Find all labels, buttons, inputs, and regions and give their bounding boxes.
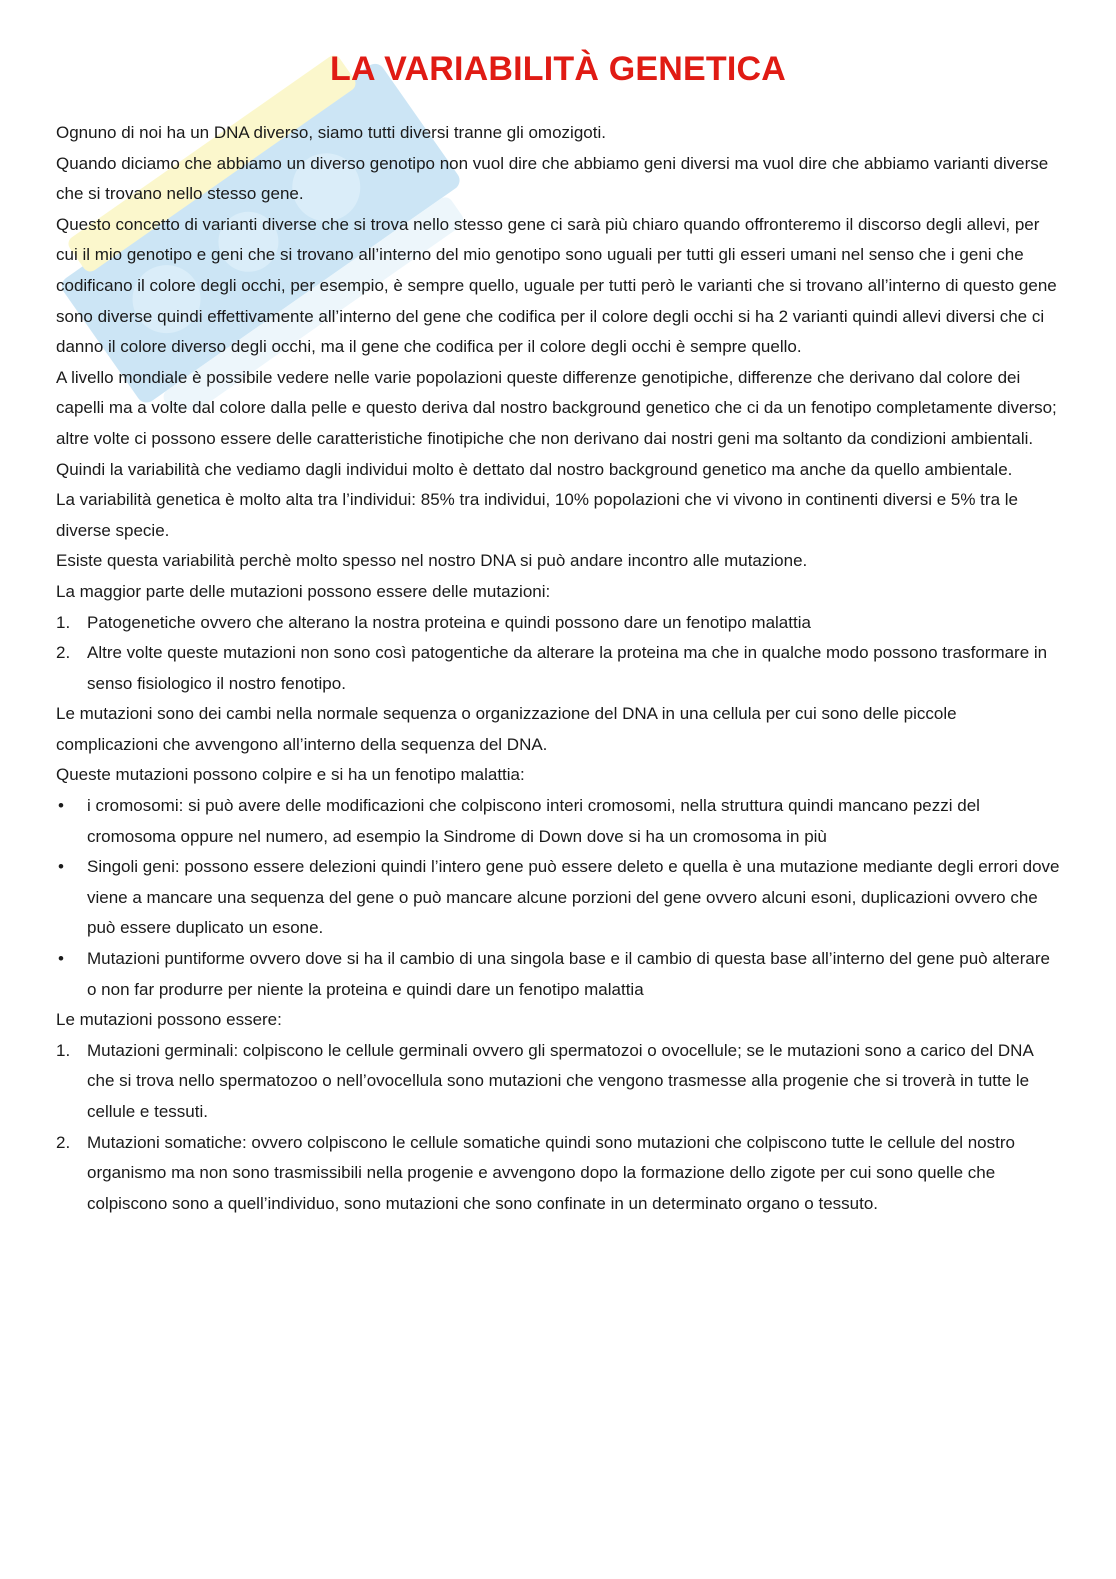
document-page [56,48,1060,1219]
bullet-icon: • [58,949,64,969]
bullet-icon: • [58,796,64,816]
list-item [56,852,1060,944]
mutation-types-list [56,608,1060,700]
paragraph: Esiste questa variabilità perchè molto spesso nel nostro DNA si può andare incontro alle mutazione. [56,551,808,571]
germinal-somatic-list [56,1036,1060,1220]
list-item [56,638,1060,699]
list-item [56,608,1060,639]
paragraph: La maggior parte delle mutazioni possono essere delle mutazioni: [56,581,551,601]
paragraph: La variabilità genetica è molto alta tra l’individui: 85% tra individui, 10% popolazioni che vi vivono in continenti diversi e 5% tra le diverse specie. [56,490,1018,540]
page-title: LA VARIABILITÀ GENETICA [329,50,787,88]
mutation-kinds-intro [56,1005,1060,1036]
paragraph: Le mutazioni possono essere: [56,1010,282,1030]
paragraph: Le mutazioni sono dei cambi nella normale sequenza o organizzazione del DNA in una cellula per cui sono delle piccole complicazioni che avvengono all’interno della sequenza del DNA. [56,704,957,754]
list-marker: 1. [56,612,71,632]
paragraph: A livello mondiale è possibile vedere nelle varie popolazioni queste differenze genotipiche, differenze che derivano dal colore dei capelli ma a volte dal colore dalla pelle e questo deriva dal nostro background genetico che ci da un fenotipo completamente diverso; altre volte ci possono essere delle caratteristiche finotipiche che non derivano dai nostri geni ma soltanto da condizioni ambientali. [56,367,1057,448]
list-item-text: Mutazioni germinali: colpiscono le cellule germinali ovvero gli spermatozoi o ovocellule; se le mutazioni sono a carico del DNA che si trova nello spermatozoo o nell’ovocellula sono mutazioni che vengono trasmesse alla progenie che si troverà in tutte le cellule e tessuti. [87,1040,1033,1121]
list-item [56,1128,1060,1220]
list-marker: 1. [56,1040,71,1060]
list-item [56,944,1060,1005]
list-item-text: i cromosomi: si può avere delle modificazioni che colpiscono interi cromosomi, nella struttura quindi mancano pezzi del cromosoma oppure nel numero, ad esempio la Sindrome di Down dove si ha un cromosoma in più [87,796,980,846]
mutation-definition [56,699,1060,791]
paragraph: Ognuno di noi ha un DNA diverso, siamo tutti diversi tranne gli omozigoti. [56,123,606,142]
list-marker: 2. [56,1132,71,1152]
list-item [56,791,1060,852]
bullet-icon: • [58,857,64,877]
mutation-targets-list [56,791,1060,1005]
paragraph: Questo concetto di varianti diverse che si trova nello stesso gene ci sarà più chiaro quando offronteremo il discorso degli allevi, per cui il mio genotipo e geni che si trovano all’interno del mio genotipo sono uguali per tutti gli esseri umani nel senso che i geni che codificano il colore degli occhi, per esempio, è sempre quello, uguale per tutti però le varianti che si trovano all’interno di questo gene sono diverse quindi effettivamente all’interno del gene che codifica per il colore degli occhi si ha 2 varianti quindi allevi diversi che ci danno il colore diverso degli occhi, ma il gene che codifica per il colore degli occhi è sempre quello. [56,214,1057,357]
intro-paragraphs [56,118,1060,608]
list-item-text: Altre volte queste mutazioni non sono così patogentiche da alterare la proteina ma che in qualche modo possono trasformare in senso fisiologico il nostro fenotipo. [87,643,1048,693]
list-marker: 2. [56,643,71,663]
paragraph: Quindi la variabilità che vediamo dagli individui molto è dettato dal nostro background genetico ma anche da quello ambientale. [56,459,1013,479]
list-item-text: Mutazioni somatiche: ovvero colpiscono le cellule somatiche quindi sono mutazioni che colpiscono tutte le cellule del nostro organismo ma non sono trasmissibili nella progenie e avvengono dopo la formazione dello zigote per cui sono quelle che colpiscono sono a quell’individuo, sono mutazioni che sono confinate in un determinato organo o tessuto. [87,1132,1015,1213]
list-item [56,1036,1060,1128]
list-item-text: Singoli geni: possono essere delezioni quindi l’intero gene può essere deleto e quella è una mutazione mediante degli errori dove viene a mancare una sequenza del gene o può mancare alcune porzioni del gene ovvero alcuni esoni, duplicazioni ovvero che può essere duplicato un esone. [87,857,1060,938]
list-item-text: Mutazioni puntiforme ovvero dove si ha il cambio di una singola base e il cambio di questa base all’interno del gene può alterare o non far produrre per niente la proteina e quindi dare un fenotipo malattia [87,949,1050,999]
paragraph: Quando diciamo che abbiamo un diverso genotipo non vuol dire che abbiamo geni diversi ma vuol dire che abbiamo varianti diverse che si trovano nello stesso gene. [56,153,1049,204]
list-item-text: Patogenetiche ovvero che alterano la nostra proteina e quindi possono dare un fenotipo malattia [87,612,811,632]
paragraph: Queste mutazioni possono colpire e si ha un fenotipo malattia: [56,765,525,785]
